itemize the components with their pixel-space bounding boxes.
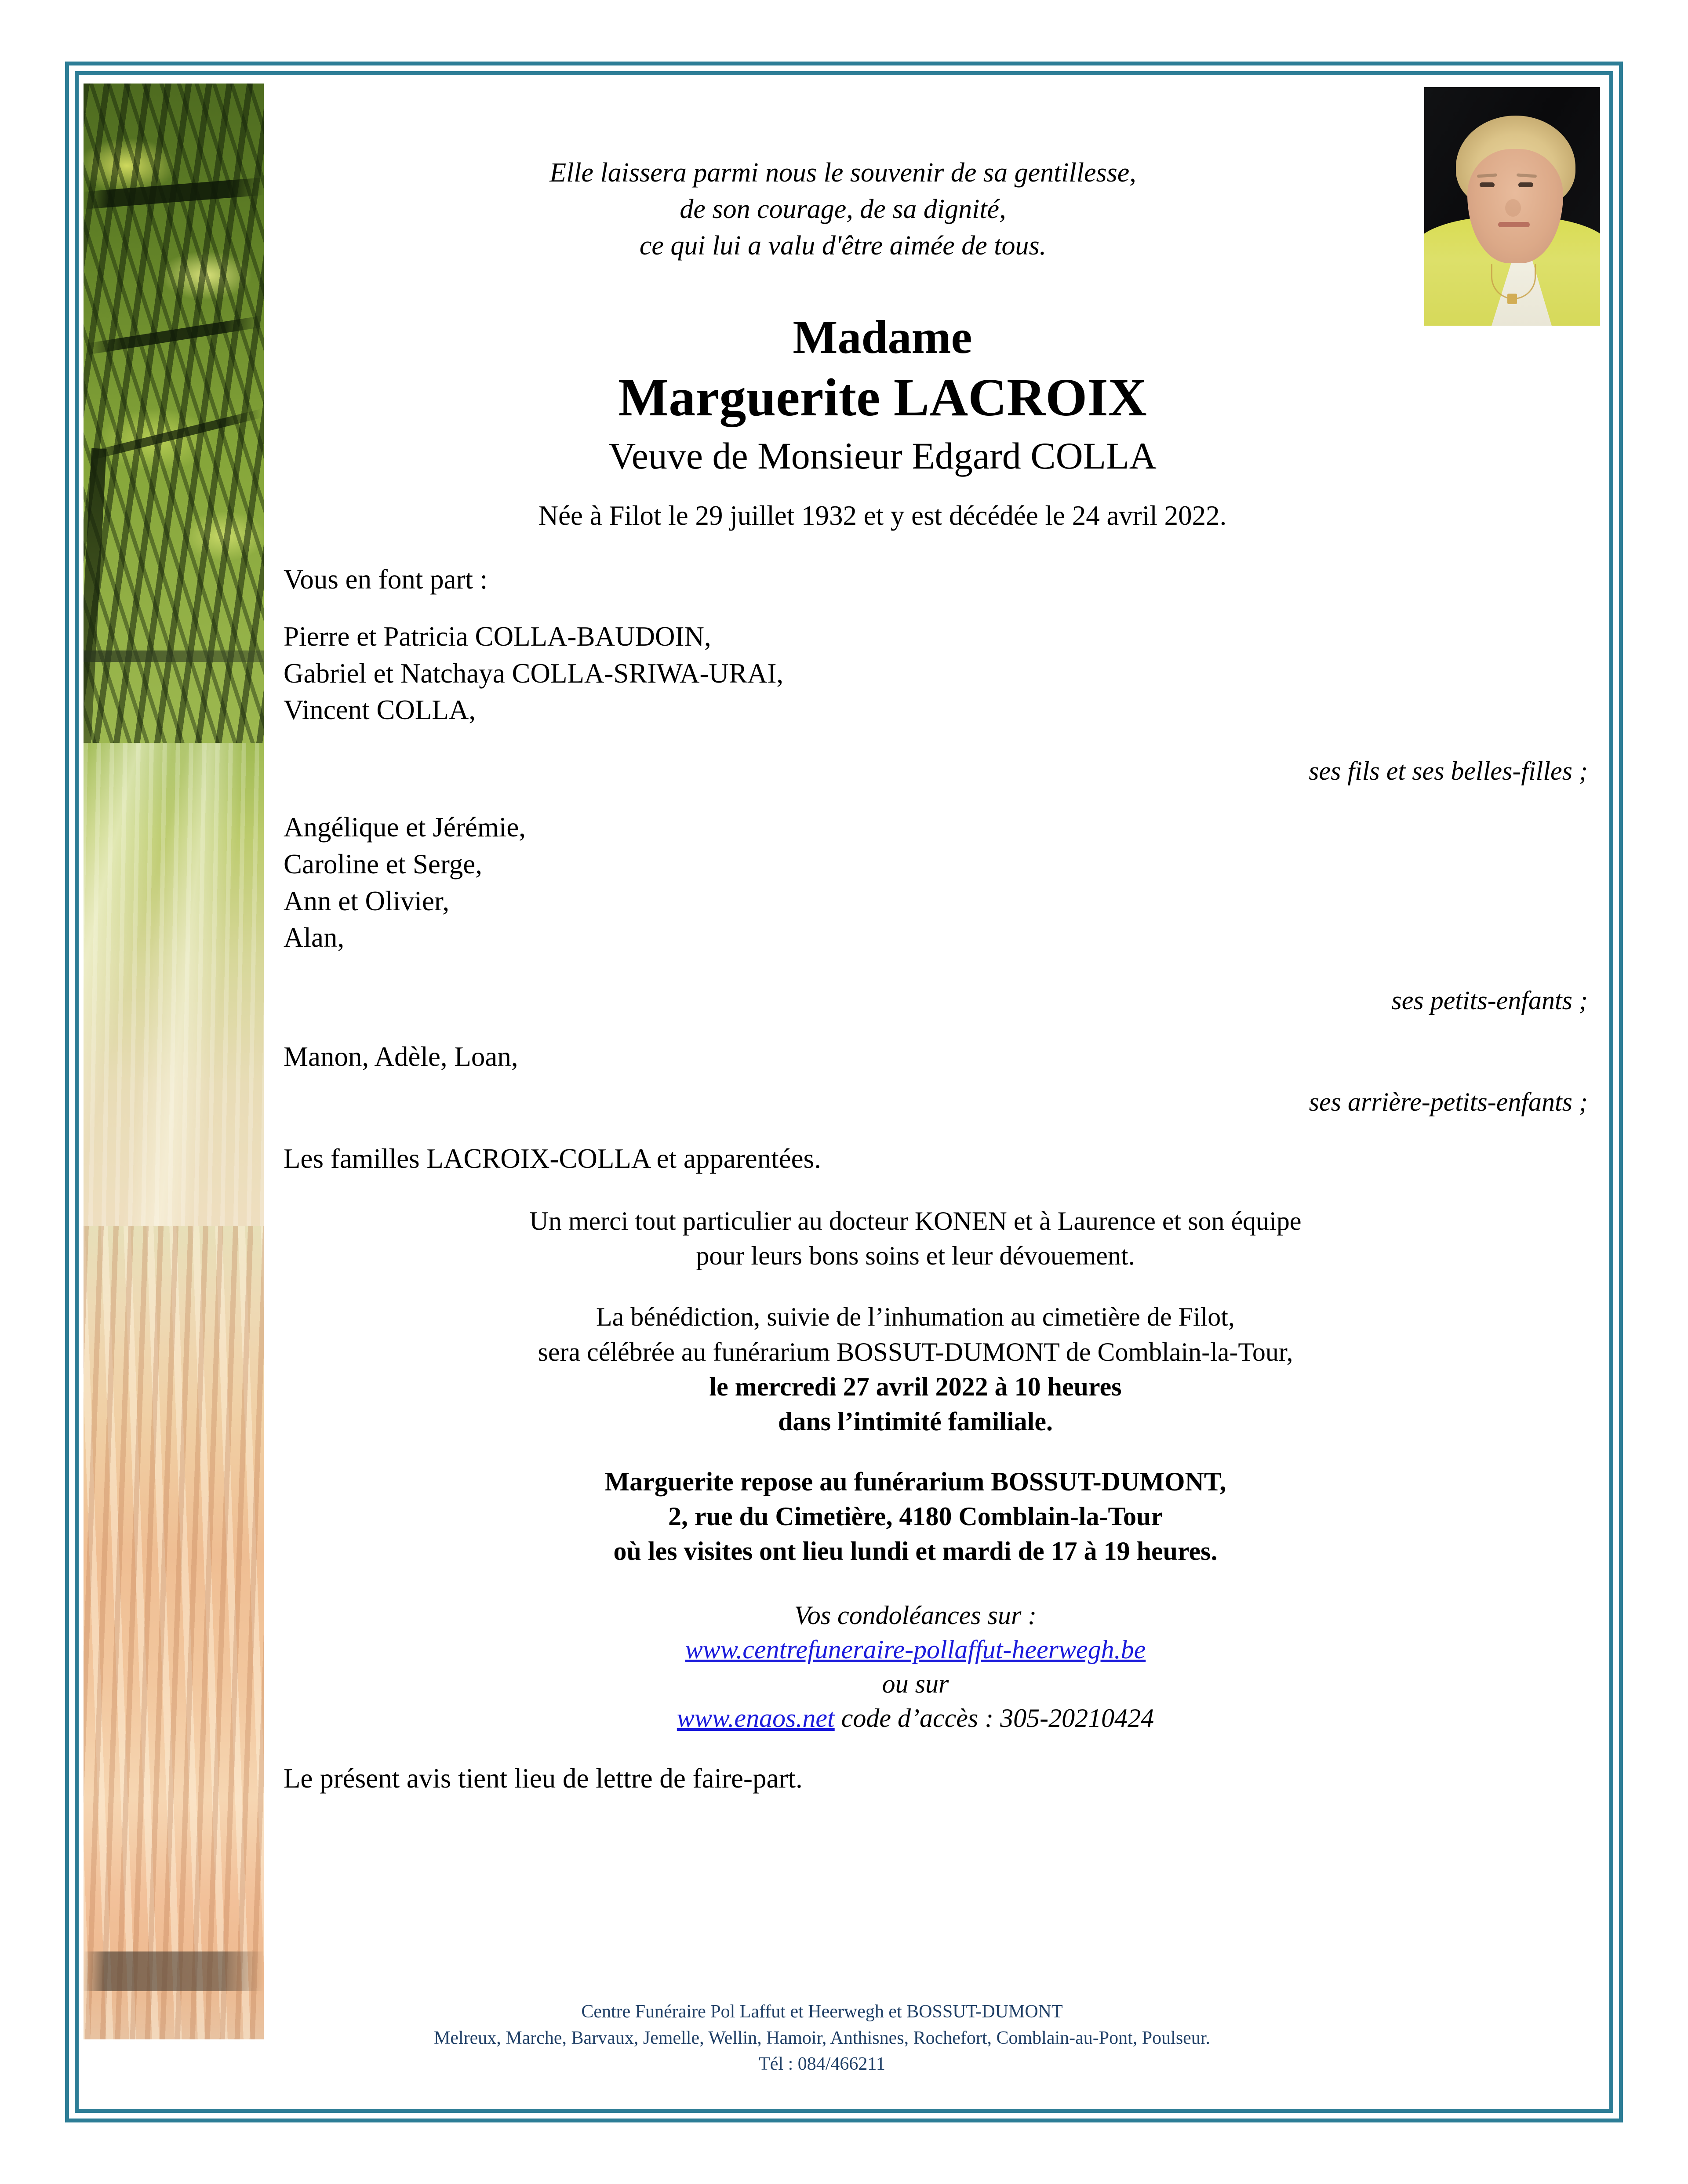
- list-item: Alan,: [284, 922, 345, 953]
- list-item: Manon, Adèle, Loan,: [284, 1041, 518, 1072]
- sons-list: [284, 618, 1591, 729]
- thanks-line-1: Un merci tout particulier au docteur KONEN et à Laurence et son équipe: [529, 1206, 1302, 1236]
- epigraph-line-3: ce qui lui a valu d'être aimée de tous.: [639, 231, 1047, 261]
- list-item: Caroline et Serge,: [284, 848, 482, 879]
- warm-path-foreground: [84, 1226, 264, 2039]
- list-item: Vincent COLLA,: [284, 694, 476, 726]
- birth-death-dates: Née à Filot le 29 juillet 1932 et y est décédée le 24 avril 2022.: [538, 500, 1227, 531]
- deceased-spouse-line: Veuve de Monsieur Edgard COLLA: [608, 434, 1157, 477]
- horizontal-branch-bar: [84, 650, 264, 662]
- epigraph-line-2: de son courage, de sa dignité,: [680, 194, 1006, 225]
- epigraph-quote: [284, 155, 1591, 264]
- condolences-block: [284, 1598, 1591, 1735]
- closing-statement: Le présent avis tient lieu de lettre de faire-part.: [284, 1762, 803, 1794]
- funeral-home-footer: [84, 1999, 1561, 2078]
- announcement-lead: Vous en font part :: [284, 563, 488, 595]
- great-grandchildren-list: [284, 1039, 1591, 1076]
- footer-locations: Melreux, Marche, Barvaux, Jemelle, Wellin, Hamoir, Anthisnes, Rochefort, Comblain-au-Pont, Poulseur.: [434, 2028, 1210, 2048]
- repose-visiting-hours: où les visites ont lieu lundi et mardi de 17 à 19 heures.: [613, 1537, 1218, 1566]
- honorific-title: Madame: [793, 311, 972, 364]
- grandchildren-list: [284, 809, 1591, 956]
- list-item: Pierre et Patricia COLLA-BAUDOIN,: [284, 621, 711, 652]
- list-item: Ann et Olivier,: [284, 885, 450, 916]
- condolences-intro: Vos condoléances sur :: [794, 1600, 1037, 1630]
- repose-address: 2, rue du Cimetière, 4180 Comblain-la-Tour: [668, 1502, 1163, 1531]
- repose-line-1: Marguerite repose au funérarium BOSSUT-DUMONT,: [604, 1467, 1226, 1497]
- ceremony-paragraph: [284, 1300, 1591, 1439]
- list-item: Angélique et Jérémie,: [284, 812, 526, 843]
- sunbeam-rays: [84, 743, 264, 1261]
- footer-phone: Tél : 084/466211: [759, 2054, 885, 2075]
- thanks-line-2: pour leurs bons soins et leur dévouement.: [696, 1241, 1135, 1271]
- footer-company-name: Centre Funéraire Pol Laffut et Heerwegh et BOSSUT-DUMONT: [581, 2002, 1063, 2022]
- list-item: Gabriel et Natchaya COLLA-SRIWA-URAI,: [284, 658, 784, 689]
- grandchildren-relation-label: ses petits-enfants ;: [1391, 986, 1588, 1015]
- epigraph-line-1: Elle laissera parmi nous le souvenir de sa gentillesse,: [549, 158, 1136, 188]
- condolences-primary-link[interactable]: www.centrefuneraire-pollaffut-heerwegh.be: [685, 1635, 1146, 1664]
- ceremony-privacy-note: dans l’intimité familiale.: [778, 1406, 1053, 1436]
- condolences-or-text: ou sur: [882, 1669, 949, 1698]
- great-grandchildren-relation-label: ses arrière-petits-enfants ;: [1309, 1087, 1588, 1116]
- card-content-plate: [84, 80, 1604, 2104]
- sons-relation-label: ses fils et ses belles-filles ;: [1309, 756, 1588, 786]
- deceased-full-name: Marguerite LACROIX: [618, 368, 1147, 428]
- condolences-secondary-link[interactable]: www.enaos.net: [677, 1703, 835, 1733]
- thanks-paragraph: [284, 1204, 1591, 1273]
- deceased-name-block: [284, 312, 1591, 479]
- related-families-line: Les familles LACROIX-COLLA et apparentées.: [284, 1143, 821, 1174]
- announcement-text-column: [284, 98, 1591, 2104]
- forest-path-photo: [84, 84, 264, 2039]
- repose-paragraph: [284, 1464, 1591, 1569]
- ceremony-line-2: sera célébrée au funérarium BOSSUT-DUMONT de Comblain-la-Tour,: [538, 1337, 1293, 1366]
- ceremony-datetime: le mercredi 27 avril 2022 à 10 heures: [709, 1372, 1122, 1401]
- foreground-shadow-band: [84, 1951, 264, 1991]
- ceremony-line-1: La bénédiction, suivie de l’inhumation au cimetière de Filot,: [596, 1302, 1235, 1332]
- condolences-access-code: code d’accès : 305-20210424: [841, 1703, 1154, 1733]
